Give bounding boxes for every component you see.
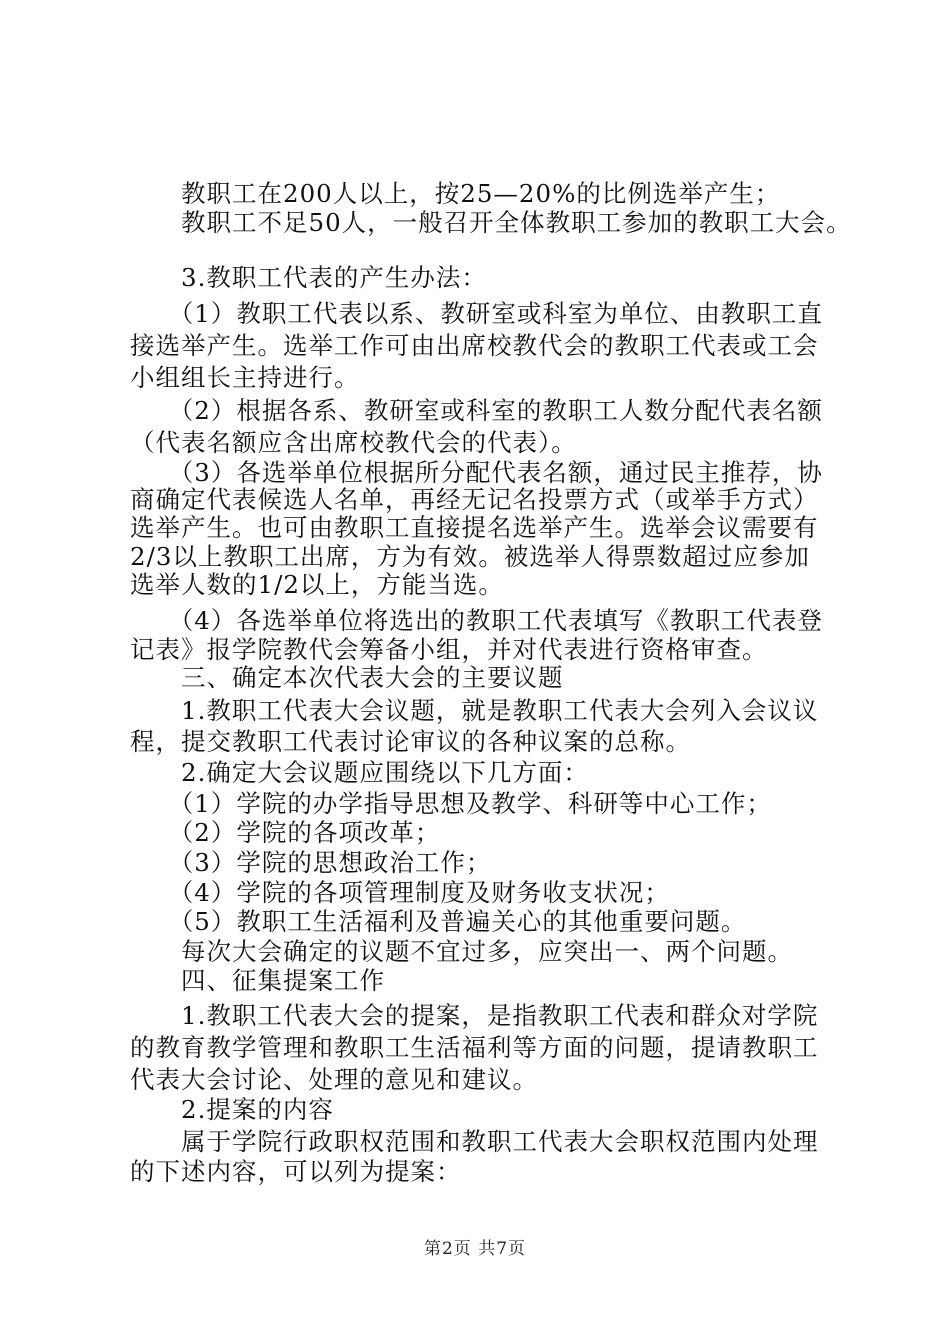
body-text-line: 每次大会确定的议题不宜过多，应突出一、两个问题。: [130, 937, 793, 966]
section-heading: 四、征集提案工作: [130, 966, 385, 995]
body-text-line: 选举人数的1/2以上，方能当选。: [130, 570, 504, 599]
page-number-footer: 第2页 共7页: [423, 1239, 527, 1259]
body-text-line: 1.教职工代表大会议题，就是教职工代表大会列入会议议: [130, 696, 819, 725]
body-text-line: 的下述内容，可以列为提案：: [130, 1157, 462, 1186]
list-item: （3）学院的思想政治工作；: [130, 848, 492, 877]
body-text-line: 3.教职工代表的产生办法：: [130, 263, 487, 292]
body-text-line: 属于学院行政职权范围和教职工代表大会职权范围内处理: [130, 1127, 819, 1156]
body-text-line: 2.确定大会议题应围绕以下几方面：: [130, 758, 589, 787]
body-text-line: （3）各选举单位根据所分配代表名额，通过民主推荐，协: [130, 458, 823, 487]
body-text-line: 的教育教学管理和教职工生活福利等方面的问题，提请教职工: [130, 1033, 819, 1062]
body-text-line: （4）各选举单位将选出的教职工代表填写《教职工代表登: [130, 606, 823, 635]
body-text-line: 代表大会讨论、处理的意见和建议。: [130, 1065, 538, 1094]
body-text-line: 2.提案的内容: [130, 1095, 334, 1124]
body-text-line: 教职工在200人以上，按25—20%的比例选举产生；: [130, 179, 781, 208]
section-heading: 三、确定本次代表大会的主要议题: [130, 663, 564, 692]
list-item: （5）教职工生活福利及普遍关心的其他重要问题。: [130, 907, 747, 936]
body-text-line: 小组组长主持进行。: [130, 363, 360, 392]
body-text-line: 教职工不足50人，一般召开全体教职工参加的教职工大会。: [130, 208, 852, 237]
body-text-line: 选举产生。也可由教职工直接提名选举产生。选举会议需要有: [130, 513, 819, 542]
body-text-line: （代表名额应含出席校教代会的代表）。: [130, 428, 577, 457]
list-item: （2）学院的各项改革；: [130, 818, 441, 847]
list-item: （4）学院的各项管理制度及财务收支状况；: [130, 878, 670, 907]
body-text-line: 1.教职工代表大会的提案，是指教职工代表和群众对学院: [130, 1001, 819, 1030]
body-text-line: 商确定代表候选人名单，再经无记名投票方式（或举手方式）: [130, 485, 819, 514]
body-text-line: 记表》报学院教代会筹备小组，并对代表进行资格审查。: [130, 635, 768, 664]
body-text-line: （1）教职工代表以系、教研室或科室为单位、由教职工直: [130, 299, 823, 328]
body-text-line: 2/3以上教职工出席，方为有效。被选举人得票数超过应参加: [130, 542, 810, 571]
body-text-line: （2）根据各系、教研室或科室的教职工人数分配代表名额: [130, 396, 823, 425]
body-text-line: 接选举产生。选举工作可由出席校教代会的教职工代表或工会: [130, 331, 819, 360]
list-item: （1）学院的办学指导思想及教学、科研等中心工作；: [130, 789, 772, 818]
body-text-line: 程，提交教职工代表讨论审议的各种议案的总称。: [130, 727, 691, 756]
